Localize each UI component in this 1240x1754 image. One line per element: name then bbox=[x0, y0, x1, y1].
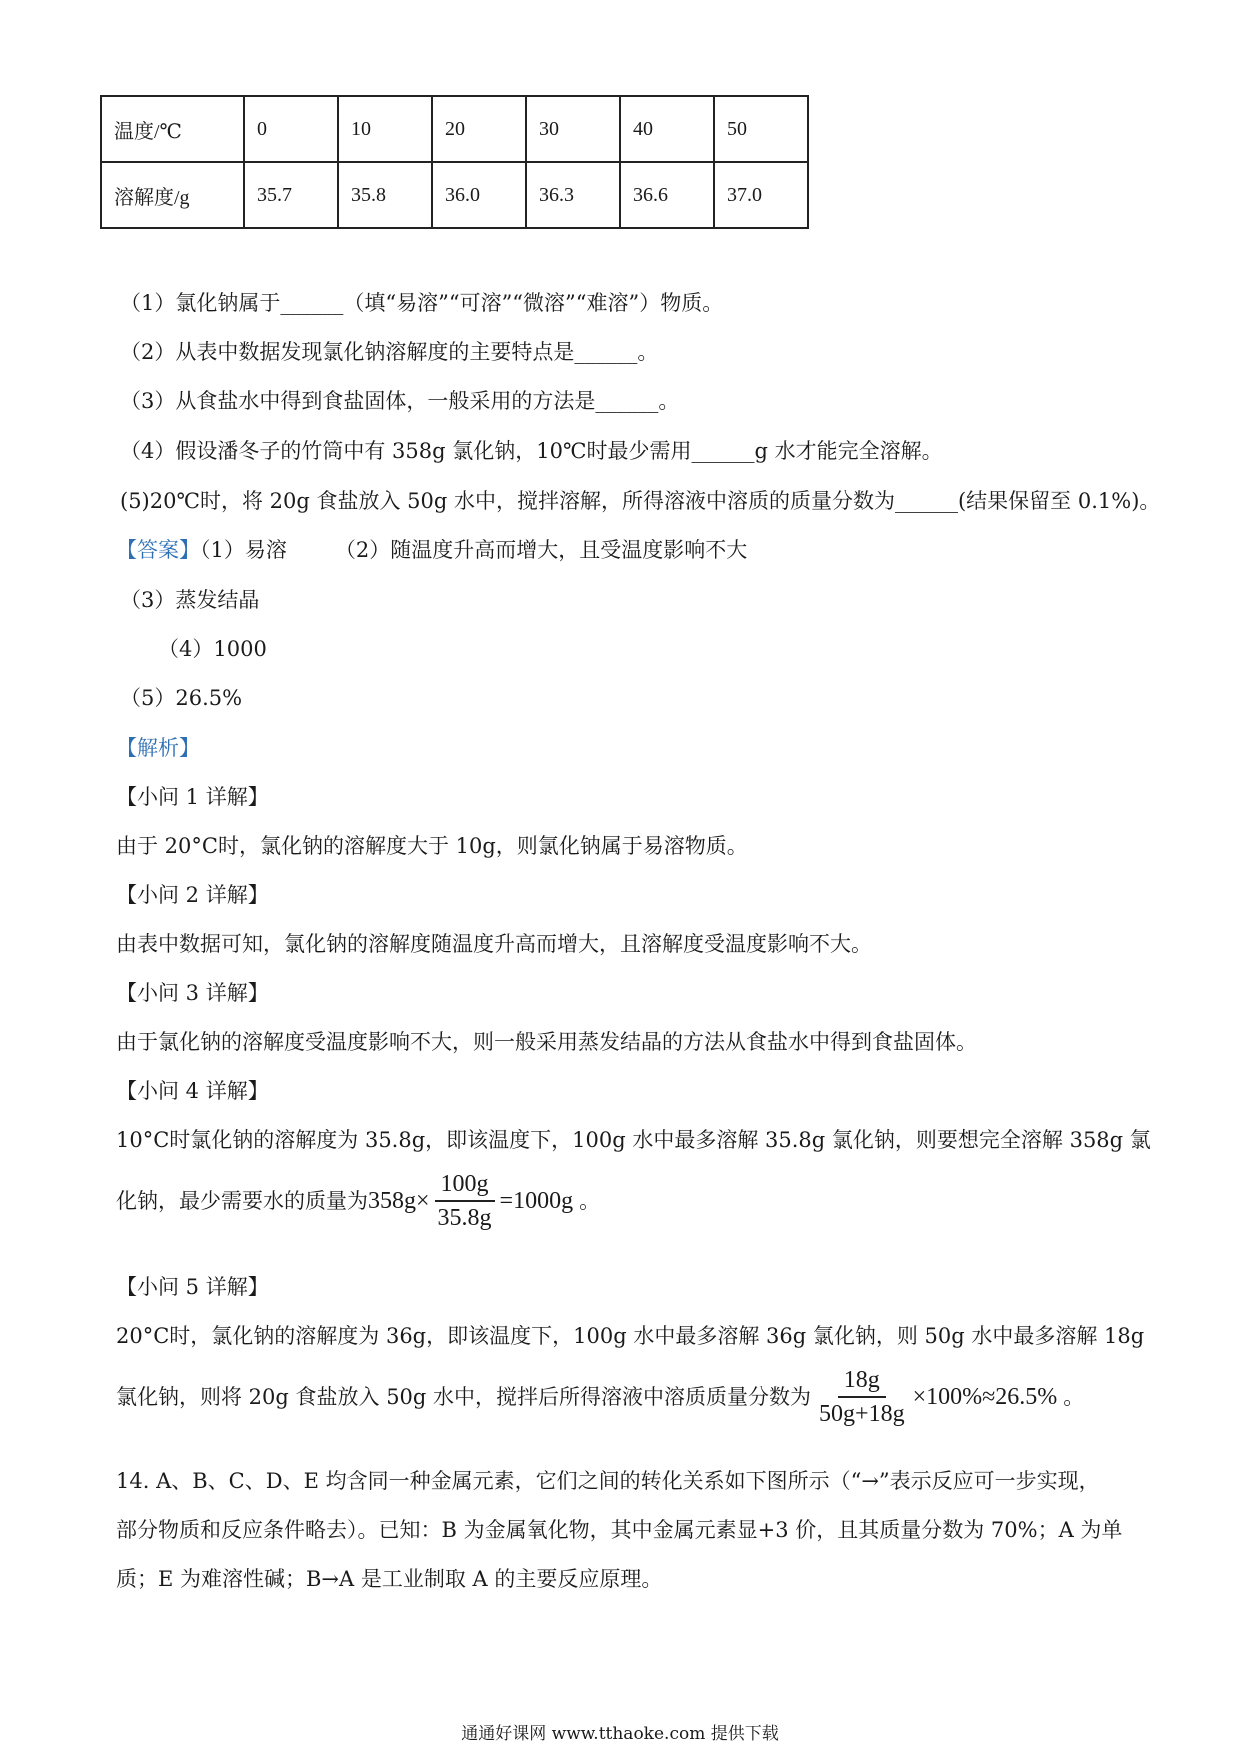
fraction-numerator: 18g bbox=[838, 1366, 886, 1398]
table-cell: 0 bbox=[244, 96, 338, 162]
detail-paragraph-5-line-1: 20°C时，氯化钠的溶解度为 36g，即该温度下，100g 水中最多溶解 36g 氯化钠，则 50g 水中最多溶解 18g bbox=[116, 1324, 1145, 1348]
formula-prefix: 358g× bbox=[368, 1188, 430, 1214]
fraction-denominator: 50g+18g bbox=[819, 1401, 905, 1427]
detail-paragraph-2: 由表中数据可知，氯化钠的溶解度随温度升高而增大，且溶解度受温度影响不大。 bbox=[116, 932, 872, 956]
fraction-100g-over-35-8g bbox=[432, 1170, 498, 1232]
answer-4: （4）1000 bbox=[158, 637, 267, 661]
detail-heading-4: 【小问 4 详解】 bbox=[116, 1079, 269, 1103]
question-3: （3）从食盐水中得到食盐固体，一般采用的方法是______。 bbox=[120, 389, 680, 413]
detail-paragraph-4-line-1: 10°C时氯化钠的溶解度为 35.8g，即该温度下，100g 水中最多溶解 35.8g 氯化钠，则要想完全溶解 358g 氯 bbox=[116, 1128, 1151, 1152]
detail-paragraph-3: 由于氯化钠的溶解度受温度影响不大，则一般采用蒸发结晶的方法从食盐水中得到食盐固体。 bbox=[116, 1030, 977, 1054]
question-4: （4）假设潘冬子的竹筒中有 358g 氯化钠，10℃时最少需用______g 水才能完全溶解。 bbox=[120, 439, 943, 463]
detail-paragraph-5-line-2 bbox=[116, 1366, 1084, 1428]
fraction-denominator: 35.8g bbox=[437, 1205, 492, 1231]
answer-1: （1）易溶 bbox=[200, 538, 287, 562]
detail-paragraph-1: 由于 20°C时，氯化钠的溶解度大于 10g，则氯化钠属于易溶物质。 bbox=[116, 834, 748, 858]
table-cell: 36.0 bbox=[432, 162, 526, 228]
detail-heading-3: 【小问 3 详解】 bbox=[116, 981, 269, 1005]
table-cell: 36.6 bbox=[620, 162, 714, 228]
formula-result: ×100%≈26.5% bbox=[912, 1384, 1058, 1410]
table-cell: 35.7 bbox=[244, 162, 338, 228]
fraction-numerator: 100g bbox=[435, 1170, 495, 1202]
formula-result: =1000g bbox=[499, 1188, 574, 1214]
table-cell: 35.8 bbox=[338, 162, 432, 228]
table-header-solubility: 溶解度/g bbox=[101, 162, 244, 228]
table-cell: 30 bbox=[526, 96, 620, 162]
question-1: （1）氯化钠属于______（填“易溶”“可溶”“微溶”“难溶”）物质。 bbox=[120, 291, 724, 315]
sentence-end: 。 bbox=[1063, 1385, 1085, 1409]
detail-heading-1: 【小问 1 详解】 bbox=[116, 785, 269, 809]
answer-line bbox=[116, 535, 747, 565]
table-row-temperature bbox=[101, 96, 808, 162]
table-cell: 37.0 bbox=[714, 162, 808, 228]
table-cell: 10 bbox=[338, 96, 432, 162]
answer-5: （5）26.5% bbox=[120, 686, 243, 710]
page-footer: 通通好课网 www.tthaoke.com 提供下载 bbox=[461, 1724, 779, 1744]
detail-paragraph-4-line-2 bbox=[116, 1170, 600, 1232]
table-row-solubility bbox=[101, 162, 808, 228]
detail-p5-text: 氯化钠，则将 20g 食盐放入 50g 水中，搅拌后所得溶液中溶质质量分数为 bbox=[116, 1385, 812, 1409]
table-cell: 50 bbox=[714, 96, 808, 162]
question-2: （2）从表中数据发现氯化钠溶解度的主要特点是______。 bbox=[120, 340, 659, 364]
table-header-temperature: 温度/℃ bbox=[101, 96, 244, 162]
question-5: (5)20℃时，将 20g 食盐放入 50g 水中，搅拌溶解，所得溶液中溶质的质量分数为______(结果保留至 0.1%)。 bbox=[120, 489, 1161, 513]
detail-heading-5: 【小问 5 详解】 bbox=[116, 1275, 269, 1299]
answer-2: （2）随温度升高而增大，且受温度影响不大 bbox=[334, 538, 748, 562]
question-14-line-3: 质；E 为难溶性碱；B→A 是工业制取 A 的主要反应原理。 bbox=[116, 1567, 663, 1591]
answer-tag: 【答案】 bbox=[116, 538, 200, 562]
detail-p4-text: 化钠，最少需要水的质量为 bbox=[116, 1189, 368, 1213]
table-cell: 20 bbox=[432, 96, 526, 162]
sentence-end: 。 bbox=[579, 1189, 601, 1213]
answer-3: （3）蒸发结晶 bbox=[120, 588, 260, 612]
fraction-18g-over-68g bbox=[813, 1366, 911, 1428]
detail-heading-2: 【小问 2 详解】 bbox=[116, 883, 269, 907]
table-cell: 40 bbox=[620, 96, 714, 162]
question-14-line-1: 14. A、B、C、D、E 均含同一种金属元素，它们之间的转化关系如下图所示（“→”表示反应可一步实现， bbox=[116, 1469, 1100, 1493]
question-14-line-2: 部分物质和反应条件略去）。已知：B 为金属氧化物，其中金属元素显+3 价，且其质量分数为 70%；A 为单 bbox=[116, 1518, 1123, 1542]
table-cell: 36.3 bbox=[526, 162, 620, 228]
analysis-tag: 【解析】 bbox=[116, 736, 200, 760]
solubility-table bbox=[100, 95, 809, 229]
